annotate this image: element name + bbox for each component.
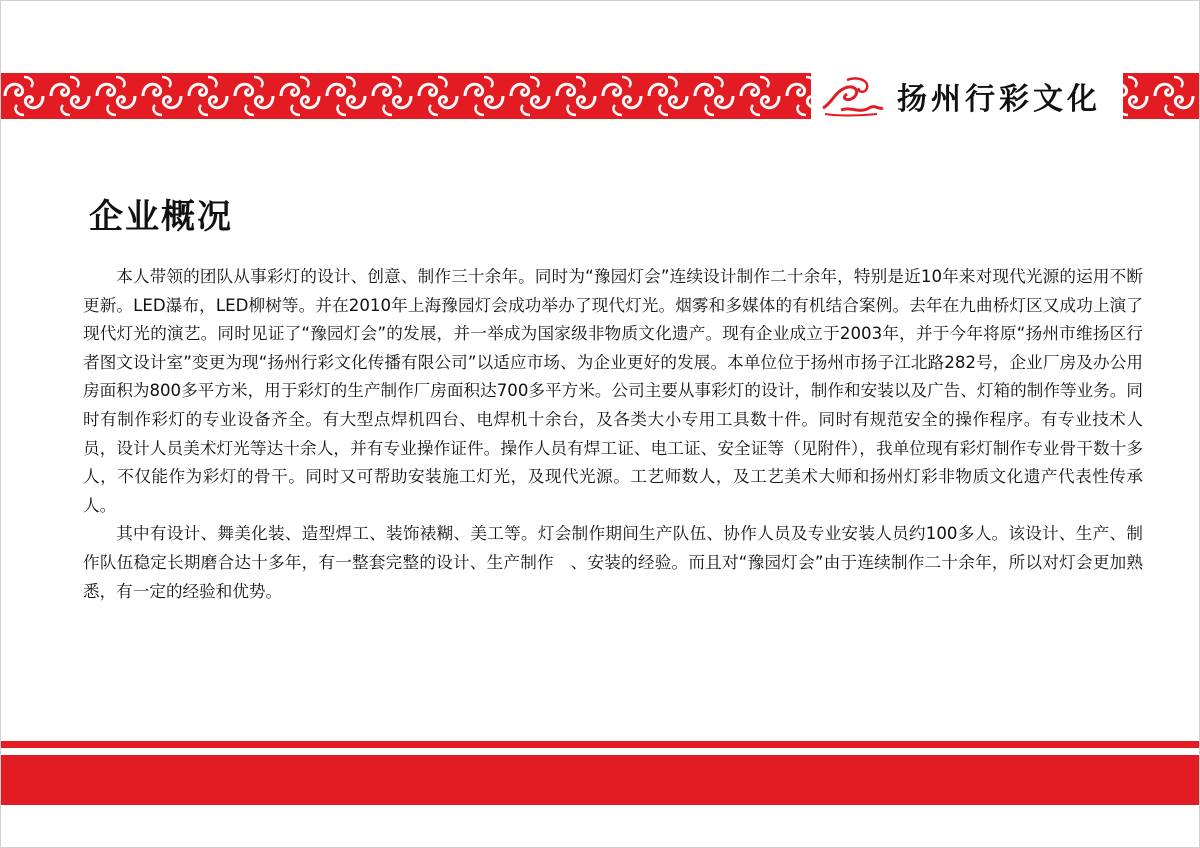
- paragraph-1: 本人带领的团队从事彩灯的设计、创意、制作三十余年。同时为“豫园灯会”连续设计制作二十余年，特别是近10年来对现代光源的运用不断更新。LED瀑布，LED柳树等。并在2010年上海豫园灯会成功举办了现代灯光。烟雾和多媒体的有机结合案例。去年在九曲桥灯区又成功上演了现代灯光的演艺。同时见证了“豫园灯会”的发展，并一举成为国家级非物质文化遗产。现有企业成立于2003年，并于今年将原“扬州市维扬区行者图文设计室”变更为现“扬州行彩文化传播有限公司”以适应市场、为企业更好的发展。本单位位于扬州市扬子江北路282号，企业厂房及办公用房面积为800多平方米，用于彩灯的生产制作厂房面积达700多平方米。公司主要从事彩灯的设计，制作和安装以及广告、灯箱的制作等业务。同时有制作彩灯的专业设备齐全。有大型点焊机四台、电焊机十余台，及各类大小专用工具数十件。同时有规范安全的操作程序。有专业技术人员，设计人员美术灯光等达十余人，并有专业操作证件。操作人员有焊工证、电工证、安全证等（见附件），我单位现有彩灯制作专业骨干数十多人，不仅能作为彩灯的骨干。同时又可帮助安装施工灯光，及现代光源。工艺师数人，及工艺美术大师和扬州灯彩非物质文化遗产代表性传承人。: [83, 267, 1143, 515]
- body-text: [83, 263, 1143, 606]
- bottom-red-band: [1, 755, 1199, 805]
- brand-logo-icon: [817, 74, 887, 118]
- page-title: 企业概况: [89, 197, 233, 237]
- bottom-thin-stripe: [1, 741, 1199, 748]
- brand-name: 扬州行彩文化: [897, 82, 1101, 117]
- paragraph-2: 其中有设计、舞美化装、造型焊工、装饰裱糊、美工等。灯会制作期间生产队伍、协作人员及专业安装人员约100多人。该设计、生产、制作队伍稳定长期磨合达十多年，有一整套完整的设计、生产制作 、安装的经验。而且对“豫园灯会”由于连续制作二十余年，所以对灯会更加熟悉，有一定的经验和优势。: [83, 524, 1143, 601]
- brand-logo: [811, 73, 1123, 119]
